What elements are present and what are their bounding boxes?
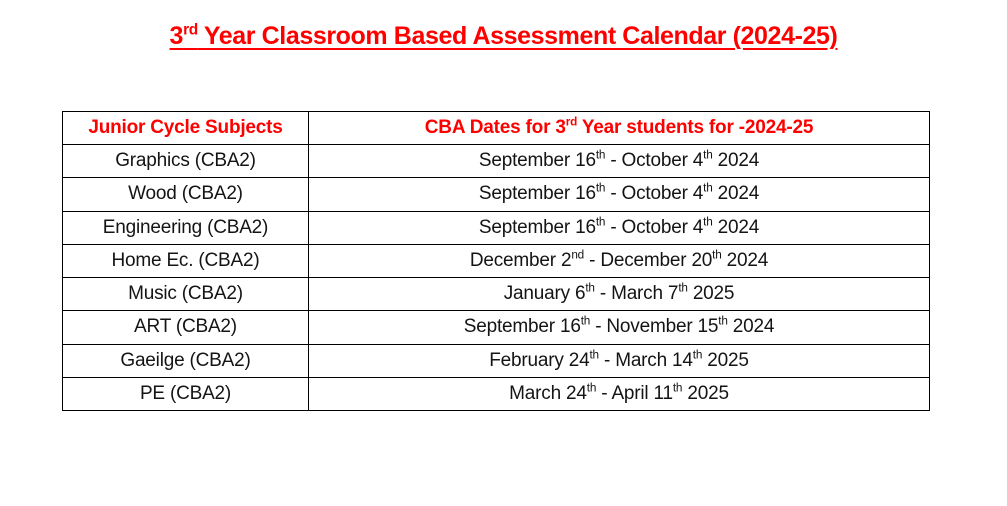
table-row: [63, 211, 930, 244]
dates-cell: February 24th - March 14th 2025: [309, 344, 930, 377]
subject-cell: Wood (CBA2): [63, 178, 309, 211]
table-row: [63, 244, 930, 277]
table-row: [63, 178, 930, 211]
header-row: [63, 112, 930, 145]
table-row: [63, 344, 930, 377]
column-header-subjects: Junior Cycle Subjects: [63, 112, 309, 145]
dates-cell: September 16th - October 4th 2024: [309, 145, 930, 178]
table-header: [63, 112, 930, 145]
table-body: [63, 145, 930, 411]
dates-cell: March 24th - April 11th 2025: [309, 377, 930, 410]
subject-cell: Graphics (CBA2): [63, 145, 309, 178]
page-title: 3rd Year Classroom Based Assessment Calendar (2024-25): [169, 21, 838, 50]
subject-cell: Home Ec. (CBA2): [63, 244, 309, 277]
table-row: [63, 278, 930, 311]
dates-cell: September 16th - October 4th 2024: [309, 178, 930, 211]
column-header-dates: CBA Dates for 3rd Year students for -2024-25: [309, 112, 930, 145]
dates-cell: September 16th - October 4th 2024: [309, 211, 930, 244]
table-row: [63, 145, 930, 178]
cba-calendar-table: [62, 111, 930, 411]
dates-cell: December 2nd - December 20th 2024: [309, 244, 930, 277]
subject-cell: PE (CBA2): [63, 377, 309, 410]
subject-cell: Gaeilge (CBA2): [63, 344, 309, 377]
dates-cell: September 16th - November 15th 2024: [309, 311, 930, 344]
subject-cell: Music (CBA2): [63, 278, 309, 311]
subject-cell: Engineering (CBA2): [63, 211, 309, 244]
subject-cell: ART (CBA2): [63, 311, 309, 344]
dates-cell: January 6th - March 7th 2025: [309, 278, 930, 311]
table-row: [63, 377, 930, 410]
table-row: [63, 311, 930, 344]
page: [0, 22, 1007, 506]
